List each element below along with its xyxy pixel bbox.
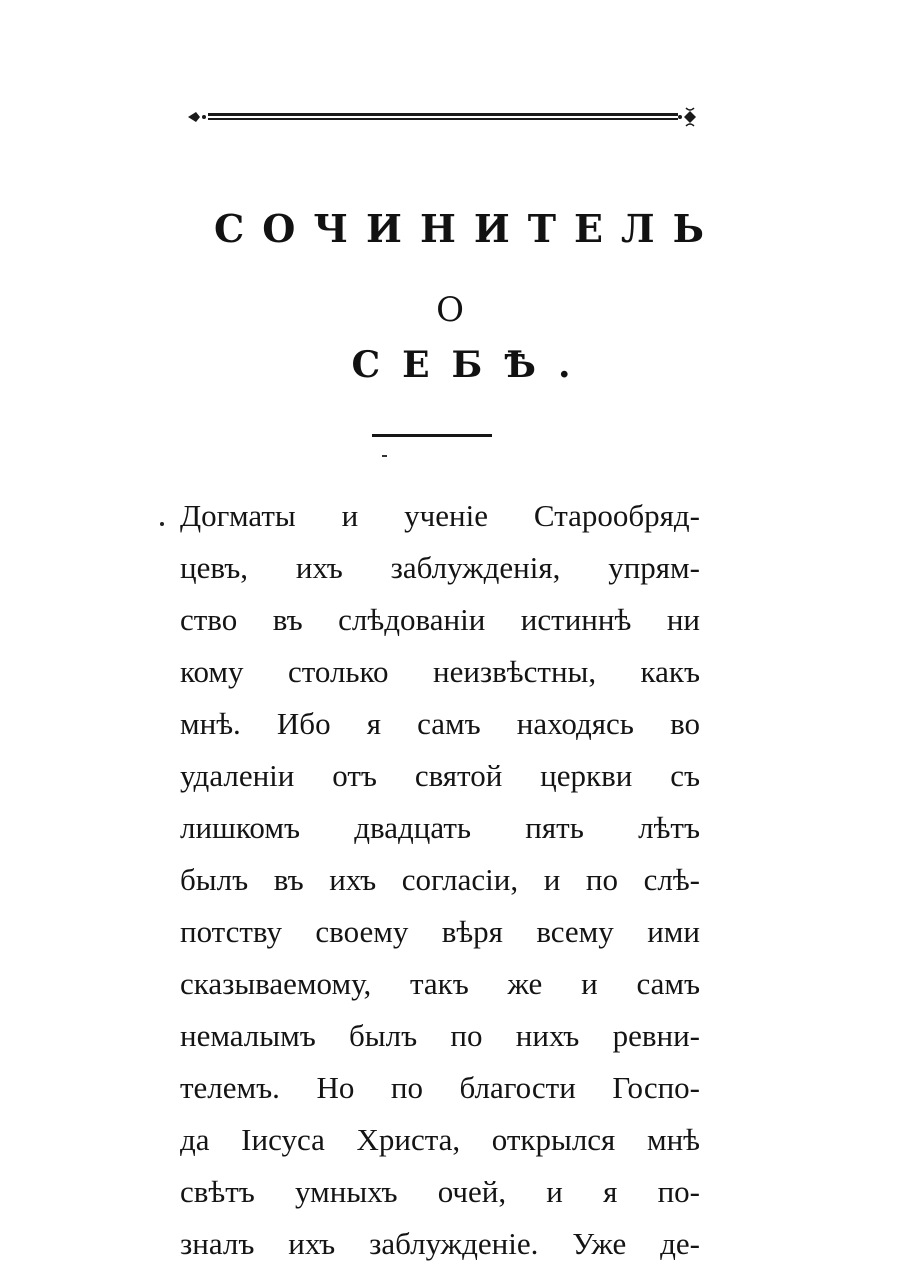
ornamental-head-rule	[186, 104, 698, 130]
text-line: сказываемому, такъ же и самъ	[180, 966, 700, 1001]
margin-speck	[160, 522, 164, 526]
section-divider	[372, 434, 492, 437]
text-line: зналъ ихъ заблужденіе. Уже де-	[180, 1226, 700, 1261]
text-line: потству своему вѣря всему ими	[180, 914, 700, 949]
text-line: цевъ, ихъ заблужденія, упрям-	[180, 550, 700, 585]
body-text	[180, 490, 700, 1270]
text-line: свѣтъ умныхъ очей, и я по-	[180, 1174, 700, 1209]
text-line: мнѣ. Ибо я самъ находясь во	[180, 706, 700, 741]
title-line-3: СЕБѢ.	[351, 344, 593, 386]
text-line: лишкомъ двадцать пять лѣтъ	[180, 810, 700, 845]
text-line: былъ въ ихъ согласіи, и по слѣ-	[180, 862, 700, 897]
text-line: кому столько неизвѣстны, какъ	[180, 654, 700, 689]
title-line-2: О	[436, 290, 464, 330]
text-line: Догматы и ученіе Старообряд-	[180, 498, 700, 533]
text-line: ство въ слѣдованіи истиннѣ ни	[180, 602, 700, 637]
text-line: телемъ. Но по благости Госпо-	[180, 1070, 700, 1105]
title-line-1: СОЧИНИТЕЛЬ	[214, 206, 722, 251]
text-line: да Іисуса Христа, открылся мнѣ	[180, 1122, 700, 1157]
divider-mark	[382, 455, 387, 457]
text-line: удаленіи отъ святой церкви съ	[180, 758, 700, 793]
ornament-flourish-icon	[186, 104, 698, 130]
text-line: немалымъ былъ по нихъ ревни-	[180, 1018, 700, 1053]
